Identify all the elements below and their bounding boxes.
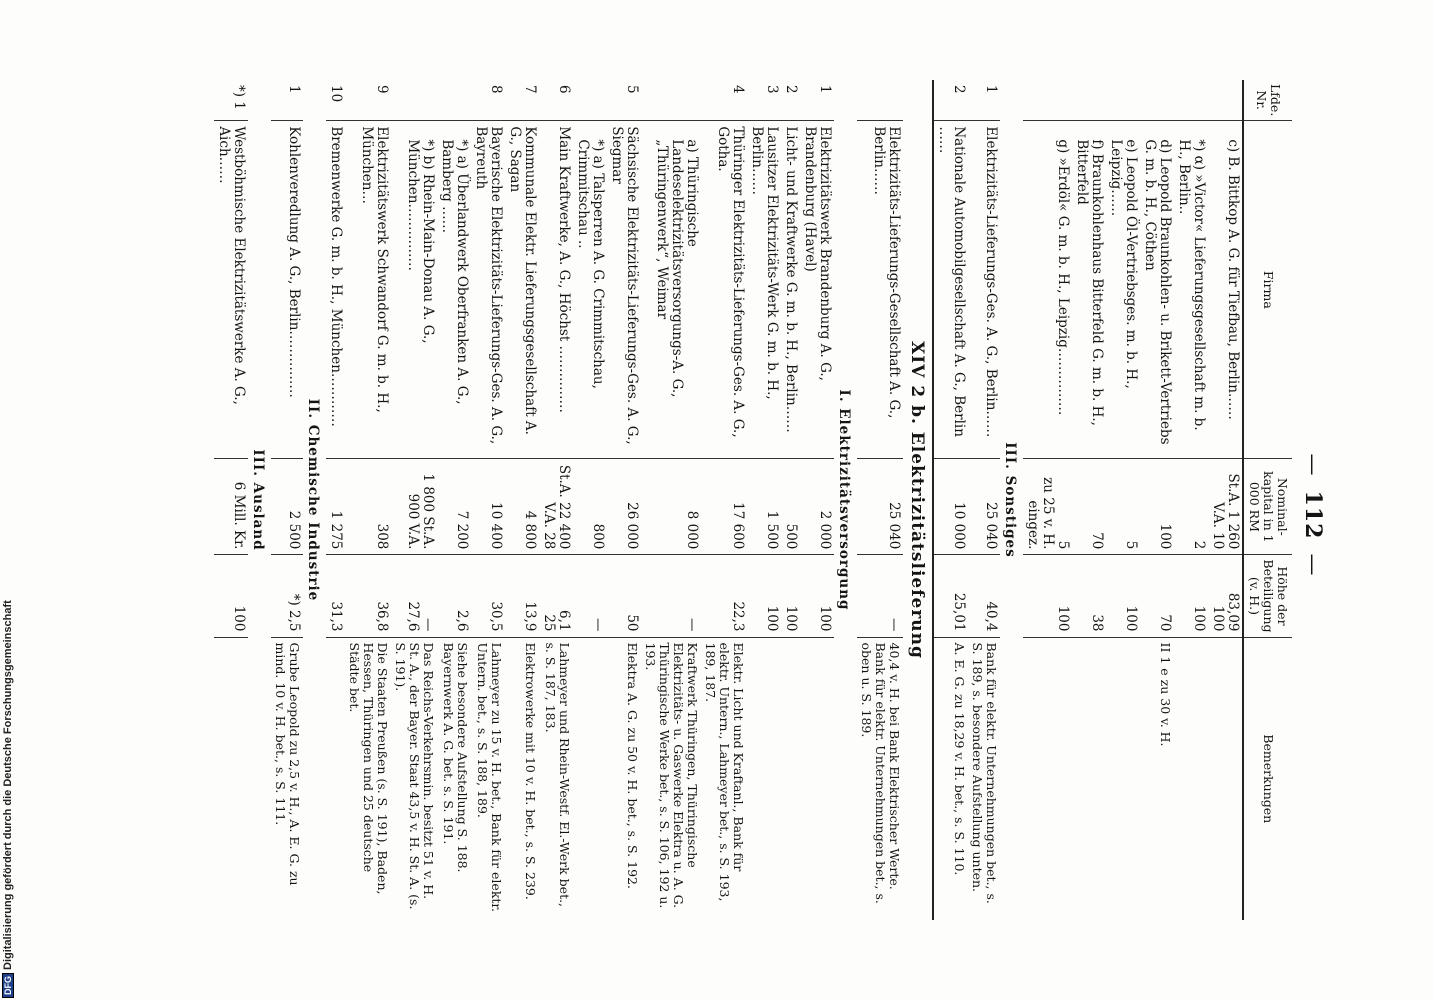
cell-nr: 5 xyxy=(607,80,641,121)
cell-nr: 3 xyxy=(747,80,781,121)
cell-nr xyxy=(1106,80,1140,121)
cell-nr: 6 xyxy=(539,80,573,121)
cell-bemerkung xyxy=(573,637,607,920)
cell-firma: Bayerische Elektrizitäts-Lieferungs-Ges. A. G., Bayreuth xyxy=(471,121,505,459)
cell-hoehe: 83,09 100 xyxy=(1208,555,1243,637)
table-row xyxy=(607,80,641,920)
cell-bemerkung: Kraftwerk Thüringen, Thüringische Elektrizitäts- u. Gaswerke Elektra u. A. G. Thüringische Werke bet., s. S. 106, 192 u. 193. xyxy=(643,642,700,909)
cell-bemerkung: Lahmeyer und Rhein-Westf. El.-Werk bet., s. S. 187, 183. xyxy=(543,642,572,908)
cell-bemerkung: Grube Leopold zu 2,5 v. H., A. E. G. zu mind. 10 v. H. bet., s. S. 111. xyxy=(273,642,302,886)
cell-nr: *) 1 xyxy=(214,80,248,121)
cell-firma: f) Braunkohlenhaus Bitterfeld G. m. b. H., Bitterfeld xyxy=(1072,121,1106,459)
heading-3-group xyxy=(248,80,271,920)
footer-text: Digitalisierung gefördert durch die Deutsche Forschungsgemeinschaft xyxy=(2,600,14,970)
cell-firma: Main Kraftwerke, A. G., Höchst …………… xyxy=(539,121,573,459)
cell-hoehe: 100 xyxy=(1023,555,1072,637)
table-row xyxy=(747,80,781,920)
cell-bemerkung: A. E. G. zu 18,29 v. H. bet., s. S. 110. xyxy=(952,642,967,876)
cell-hoehe: 50 xyxy=(607,555,641,637)
cell-firma: d) Leopold Braunkohlen- u. Brikett-Vertriebs G. m. b. H., Cöthen xyxy=(1140,121,1174,459)
cell-firma: Elektrizitäts-Lieferungs-Gesellschaft A. G., Berlin…… xyxy=(857,121,903,459)
table-row xyxy=(391,80,437,920)
cell-hoehe: 13,9 xyxy=(505,555,539,637)
table-row xyxy=(471,80,505,920)
cell-nr: 2 xyxy=(781,80,800,121)
table-row xyxy=(701,80,747,920)
cell-nr xyxy=(573,80,607,121)
table-row xyxy=(573,80,607,920)
header-kapital: Nominal-kapital in 1 000 RM xyxy=(1243,459,1292,555)
table-row xyxy=(1208,80,1243,920)
cell-bemerkung: Lahmeyer zu 15 v. H. bet., Bank für elektr. Untern. bet., s. S. 188, 189. xyxy=(475,642,504,912)
cell-firma: Elektrizitätswerk Schwandorf G. m. b. H., München… xyxy=(345,121,391,459)
table-row xyxy=(437,80,471,920)
section-title-group xyxy=(903,80,933,920)
cell-kapital: 500 xyxy=(781,459,800,555)
header-nr: Lfde. Nr. xyxy=(1243,80,1292,121)
cell-bemerkung: Die Staaten Preußen (s. S. 191), Baden, Hessen, Thüringen und 25 deutsche Städte bet. xyxy=(347,642,390,895)
table-row xyxy=(214,80,248,920)
cell-hoehe: 22,3 xyxy=(701,555,747,637)
cell-hoehe: *) 2,5 xyxy=(271,555,303,637)
cell-bemerkung: Siehe besondere Aufstellung S. 188. Bayernwerk A. G. bet. s. S. 191. xyxy=(441,642,470,873)
cell-nr: 7 xyxy=(505,80,539,121)
cell-firma: Nationale Automobilgesellschaft A. G., Berlin …… xyxy=(933,121,968,459)
cell-nr: 10 xyxy=(326,80,345,121)
cell-nr xyxy=(641,80,701,121)
header-firma: Firma xyxy=(1243,121,1292,459)
dfg-logo: DFG xyxy=(2,973,14,998)
sonstiges-heading-group xyxy=(1000,80,1023,920)
cell-kapital: St.A. 1 260 V.A. 10 xyxy=(1208,459,1243,555)
table-row xyxy=(641,80,701,920)
cell-firma: Kommunale Elektr. Lieferungsgesellschaft A. G., Sagan xyxy=(505,121,539,459)
cell-nr: 8 xyxy=(471,80,505,121)
heading-2-group xyxy=(303,80,326,920)
cell-firma: g) »Erdöl« G. m. b. H., Leipzig…………… xyxy=(1023,121,1072,459)
table-row xyxy=(933,80,968,920)
cell-bemerkung: Bank für elektr. Unternehmungen bet., s. S. 189, s. besondere Aufstellung unten. xyxy=(970,642,999,904)
table-row xyxy=(1023,80,1072,920)
cell-firma: Westböhmische Elektrizitätswerke A. G., Aich…… xyxy=(214,121,248,459)
cell-firma: *) b) Rhein-Main-Donau A. G., München…………… xyxy=(391,121,437,459)
section-heading-chemie: II. Chemische Industrie xyxy=(305,398,321,602)
cell-firma: Sächsische Elektrizitäts-Lieferungs-Ges. A. G., Siegmar xyxy=(607,121,641,459)
section-heading-sonstiges: III. Sonstiges xyxy=(1002,442,1018,558)
cell-hoehe: 6,1 25 xyxy=(539,555,573,637)
cell-nr xyxy=(1023,80,1072,121)
cell-kapital: 2 xyxy=(1174,459,1208,555)
cell-nr xyxy=(857,80,903,121)
cell-nr xyxy=(437,80,471,121)
cell-nr xyxy=(1208,80,1243,121)
cell-bemerkung xyxy=(1174,637,1208,920)
cell-hoehe: 31,3 xyxy=(326,555,345,637)
table-row xyxy=(345,80,391,920)
cell-nr: 1 xyxy=(271,80,303,121)
cell-hoehe: 36,8 xyxy=(345,555,391,637)
cell-bemerkung: Elektr. Licht und Kraftanl., Bank für elektr. Untern., Lahmeyer bet., s. S. 193, 189, 187. xyxy=(703,642,746,902)
table-row xyxy=(1140,80,1174,920)
ausland-rows xyxy=(214,80,248,920)
cell-bemerkung: Elektrowerke mit 10 v. H. bet., s. S. 239. xyxy=(523,642,538,900)
cell-kapital: 6 Mill. Kr. xyxy=(214,459,248,555)
cell-nr xyxy=(1174,80,1208,121)
section-heading-versorgung: I. Elektrizitätsversorgung xyxy=(836,389,852,611)
cell-kapital: St.A. 22 400 V.A. 28 xyxy=(539,459,573,555)
cell-hoehe: 100 xyxy=(1174,555,1208,637)
cell-nr: 2 xyxy=(933,80,968,121)
cell-kapital: 4 800 xyxy=(505,459,539,555)
cell-hoehe: 38 xyxy=(1072,555,1106,637)
cell-firma: Elektrizitätswerk Brandenburg A. G., Brandenburg (Havel) xyxy=(800,121,834,459)
cell-hoehe: — xyxy=(857,555,903,637)
cell-kapital: 26 000 xyxy=(607,459,641,555)
cell-hoehe: 40,4 xyxy=(968,555,1000,637)
cell-bemerkung xyxy=(1106,637,1140,920)
table-row xyxy=(505,80,539,920)
table-row xyxy=(539,80,573,920)
cell-bemerkung xyxy=(747,637,781,920)
cell-hoehe: 2,6 xyxy=(437,555,471,637)
heading-1-group xyxy=(834,80,857,920)
cell-bemerkung xyxy=(214,637,248,920)
cell-bemerkung xyxy=(326,637,345,920)
cell-hoehe: 100 xyxy=(747,555,781,637)
table-row xyxy=(781,80,800,920)
table-row xyxy=(800,80,834,920)
cell-nr xyxy=(391,80,437,121)
section-heading-ausland: III. Ausland xyxy=(250,449,266,551)
cell-kapital: 25 040 xyxy=(968,459,1000,555)
cell-kapital: 2 000 xyxy=(800,459,834,555)
table-row xyxy=(1106,80,1140,920)
cell-firma: Lausitzer Elektrizitäts-Werk G. m. b. H., Berlin…… xyxy=(747,121,781,459)
table-header-row xyxy=(1243,80,1292,920)
cell-nr: 4 xyxy=(701,80,747,121)
cell-bemerkung xyxy=(1208,637,1243,920)
cell-kapital: 1 800 St.A. 900 V.A. xyxy=(391,459,437,555)
cell-firma: *) a) Überlandwerk Oberfranken A. G., Bamberg …… xyxy=(437,121,471,459)
cell-nr: 1 xyxy=(800,80,834,121)
company-table xyxy=(214,80,1292,920)
cell-kapital: 10 400 xyxy=(471,459,505,555)
cell-firma: Thüringer Elektrizitäts-Lieferungs-Ges. A. G., Gotha. xyxy=(701,121,747,459)
cell-hoehe: — 27,6 xyxy=(391,555,437,637)
cell-kapital: 17 600 xyxy=(701,459,747,555)
table-row xyxy=(968,80,1000,920)
digitization-footer xyxy=(2,598,16,998)
table-row xyxy=(1174,80,1208,920)
table-row xyxy=(857,80,903,920)
header-hoehe: Höhe der Beteiligung (v. H.) xyxy=(1243,555,1292,637)
cell-hoehe: — xyxy=(573,555,607,637)
cell-firma: *) a) Talsperren A. G. Crimmitschau, Crimmitschau .. xyxy=(573,121,607,459)
cell-hoehe: 100 xyxy=(1106,555,1140,637)
cell-bemerkung xyxy=(1023,637,1072,920)
cell-hoehe: — xyxy=(641,555,701,637)
cell-bemerkung: Das Reichs-Verkehrsmin. besitzt 51 v. H. St. A., der Bayer. Staat 43,5 v. H. St. A. (s. S. 191). xyxy=(393,642,436,910)
cell-nr: 9 xyxy=(345,80,391,121)
cell-kapital: 5 zu 25 v. H. eingez. xyxy=(1023,459,1072,555)
cell-kapital: 10 000 xyxy=(933,459,968,555)
cell-kapital: 1 275 xyxy=(326,459,345,555)
sonstiges-rows xyxy=(933,80,1000,920)
cell-hoehe: 70 xyxy=(1140,555,1174,637)
table-row xyxy=(1072,80,1106,920)
page-number-line: —112— xyxy=(1300,453,1326,577)
cell-kapital: 100 xyxy=(1140,459,1174,555)
cell-hoehe: 30,5 xyxy=(471,555,505,637)
page-number: 112 xyxy=(1300,490,1326,540)
intro-row xyxy=(857,80,903,920)
cell-bemerkung: Elektra A. G. zu 50 v. H. bet., s. S. 192. xyxy=(625,642,640,889)
versorgung-rows xyxy=(326,80,834,920)
chemie-rows xyxy=(271,80,303,920)
header-bemerkungen: Bemerkungen xyxy=(1243,637,1292,920)
cell-kapital: 5 xyxy=(1106,459,1140,555)
cell-kapital: 800 xyxy=(573,459,607,555)
cell-kapital: 70 xyxy=(1072,459,1106,555)
cell-firma: Licht- und Kraftwerke G. m. b. H., Berlin…… xyxy=(781,121,800,459)
cell-bemerkung xyxy=(781,637,800,920)
cell-bemerkung xyxy=(1072,637,1106,920)
cell-nr xyxy=(1072,80,1106,121)
cell-firma: e) Leopold Öl-Vertriebsges. m. b. H., Leipzig…… xyxy=(1106,121,1140,459)
cell-bemerkung: 40,4 v. H. bei Bank Elektrischer Werte. Bank für elektr. Unternehmungen bet., s. oben u. S. 189. xyxy=(859,642,902,904)
cell-kapital: 308 xyxy=(345,459,391,555)
table-row xyxy=(271,80,303,920)
cell-firma: Kohlenveredlung A. G., Berlin…………… xyxy=(271,121,303,459)
cell-hoehe: 100 xyxy=(214,555,248,637)
cell-hoehe: 100 xyxy=(781,555,800,637)
cell-firma: *) α) »Victor« Lieferungsgesellschaft m. b. H., Berlin.. xyxy=(1174,121,1208,459)
cell-kapital: 8 000 xyxy=(641,459,701,555)
cell-kapital: 1 500 xyxy=(747,459,781,555)
cell-hoehe: 25,01 xyxy=(933,555,968,637)
cell-bemerkung xyxy=(800,637,834,920)
continued-rows xyxy=(1023,80,1243,920)
cell-bemerkung: II 1 e zu 30 v. H. xyxy=(1158,642,1173,747)
cell-firma: Bremenwerke G. m. b. H., München………… xyxy=(326,121,345,459)
rotated-sheet xyxy=(120,80,1326,950)
cell-nr xyxy=(1140,80,1174,121)
table-row xyxy=(326,80,345,920)
cell-kapital: 2 500 xyxy=(271,459,303,555)
cell-firma: Elektrizitäts-Lieferungs-Ges. A. G., Berlin…… xyxy=(968,121,1000,459)
cell-hoehe: 100 xyxy=(800,555,834,637)
cell-kapital: 7 200 xyxy=(437,459,471,555)
cell-firma: a) Thüringische Landeselektrizitätsversorgungs-A. G., „Thüringenwerk“, Weimar xyxy=(641,121,701,459)
cell-kapital: 25 040 xyxy=(857,459,903,555)
section-title: XIV 2 b. Elektrizitätslieferung xyxy=(903,80,933,920)
cell-firma: c) B. Bittkop A. G. für Tiefbau, Berlin…… xyxy=(1208,121,1243,459)
cell-nr: 1 xyxy=(968,80,1000,121)
